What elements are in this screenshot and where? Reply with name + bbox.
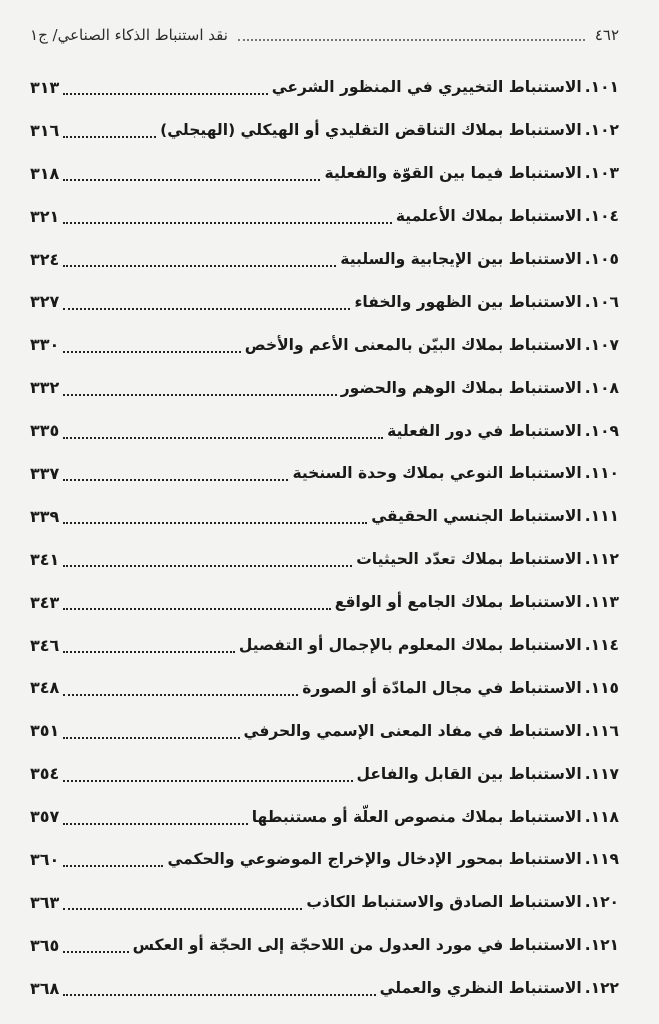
toc-entry-separator: . (584, 335, 591, 354)
toc-dot-leader (63, 265, 336, 267)
toc-dot-leader (63, 565, 352, 567)
toc-entry (30, 109, 619, 152)
toc-entry-number: ١١٥ (590, 678, 619, 697)
toc-entry-separator: . (584, 507, 591, 526)
running-header (30, 22, 619, 48)
toc-dot-leader (63, 823, 247, 825)
toc-entry-title: الاستنباط الصادق والاستنباط الكاذب (306, 893, 582, 912)
toc-entry (30, 624, 619, 667)
toc-dot-leader (63, 351, 241, 353)
toc-dot-leader (63, 780, 352, 782)
toc-entry-page: ٣٤١ (30, 549, 60, 569)
toc-entry-title: الاستنباط النوعي بملاك وحدة السنخية (292, 464, 582, 483)
toc-entry (30, 280, 619, 323)
toc-entry-separator: . (584, 292, 591, 311)
toc-dot-leader (63, 651, 235, 653)
toc-entry-page: ٣٦٥ (30, 935, 60, 955)
toc-dot-leader (63, 608, 330, 610)
toc-entry-number: ١٠٨ (590, 378, 619, 397)
toc-entry-page: ٣٦٠ (30, 849, 60, 869)
toc-entry-separator: . (584, 207, 591, 226)
toc-entry-separator: . (584, 936, 591, 955)
toc-dot-leader (63, 93, 267, 95)
toc-entry-title: الاستنباط بين القابل والفاعل (356, 764, 582, 783)
toc-entry-separator: . (584, 678, 591, 697)
toc-entry-number: ١١٢ (590, 550, 619, 569)
toc-entry-number: ١٠١ (590, 78, 619, 97)
toc-entry-page: ٣٣٠ (30, 335, 60, 355)
toc-entry-title: الاستنباط التخييري في المنظور الشرعي (271, 78, 582, 97)
toc-entry-number: ١٢٢ (590, 979, 619, 998)
toc-entry-title: الاستنباط في مجال المادّة أو الصورة (302, 678, 582, 697)
toc-entry-separator: . (584, 807, 591, 826)
toc-entry-number: ١١٠ (590, 464, 619, 483)
toc-dot-leader (63, 479, 288, 481)
toc-entry-number: ١١٩ (590, 850, 619, 869)
toc-entry-title: الاستنباط في مورد العدول من اللاحجّة إلى الحجّة أو العكس (132, 936, 582, 955)
toc-entry-title: الاستنباط بمحور الإدخال والإخراج الموضوعي والحكمي (167, 850, 582, 869)
toc-entry (30, 709, 619, 752)
toc-dot-leader (63, 908, 302, 910)
toc-entry-title: الاستنباط بملاك الأعلمية (395, 207, 582, 226)
table-of-contents (30, 66, 619, 1010)
toc-entry-page: ٣٤٣ (30, 592, 60, 612)
toc-entry-separator: . (584, 550, 591, 569)
toc-entry-page: ٣٢٧ (30, 292, 60, 312)
toc-entry (30, 924, 619, 967)
toc-entry-title: الاستنباط في مفاد المعنى الإسمي والحرفي (243, 721, 582, 740)
toc-entry (30, 967, 619, 1010)
toc-dot-leader (63, 994, 375, 996)
toc-dot-leader (63, 865, 163, 867)
toc-entry-number: ١١٤ (590, 636, 619, 655)
toc-dot-leader (63, 394, 336, 396)
header-page-number: ٤٦٢ (594, 26, 619, 44)
toc-entry-separator: . (584, 78, 591, 97)
toc-entry (30, 795, 619, 838)
toc-entry (30, 881, 619, 924)
toc-entry-separator: . (584, 893, 591, 912)
toc-entry-page: ٣٤٦ (30, 635, 60, 655)
toc-entry (30, 495, 619, 538)
toc-entry-page: ٣٣٧ (30, 463, 60, 483)
toc-entry-number: ١٠٢ (590, 121, 619, 140)
toc-entry-separator: . (584, 250, 591, 268)
toc-entry-page: ٣٦٨ (30, 978, 60, 998)
toc-entry-number: ١٠٤ (590, 207, 619, 226)
toc-dot-leader (63, 951, 128, 953)
toc-entry-number: ١١٨ (590, 807, 619, 826)
toc-entry-page: ٣١٣ (30, 77, 60, 97)
toc-entry-number: ١١١ (590, 507, 619, 526)
header-running-title: نقد استنباط الذكاء الصناعي/ ج١ (30, 26, 228, 44)
toc-entry-number: ١٠٦ (590, 292, 619, 311)
toc-entry-number: ١٢٠ (590, 893, 619, 912)
toc-entry-page: ٣٣٩ (30, 506, 60, 526)
toc-entry-number: ١٠٩ (590, 421, 619, 440)
toc-entry-title: الاستنباط بملاك المعلوم بالإجمال أو التفصيل (238, 636, 582, 655)
toc-entry (30, 752, 619, 795)
toc-entry-title: الاستنباط بين الإيجابية والسلبية (340, 250, 582, 268)
toc-dot-leader (63, 437, 383, 439)
toc-entry-title: الاستنباط بملاك الوهم والحضور (340, 378, 582, 397)
toc-entry-separator: . (584, 636, 591, 655)
toc-entry-separator: . (584, 378, 591, 397)
toc-entry-page: ٣٥٤ (30, 764, 60, 784)
toc-entry-title: الاستنباط الجنسي الحقيقي (371, 507, 582, 526)
toc-entry-number: ١٠٥ (590, 250, 619, 268)
toc-entry (30, 323, 619, 366)
toc-entry-separator: . (584, 979, 591, 998)
toc-entry-number: ١٠٧ (590, 335, 619, 354)
toc-entry (30, 66, 619, 109)
toc-entry (30, 366, 619, 409)
toc-entry-number: ١١٦ (590, 721, 619, 740)
toc-entry-title: الاستنباط النظري والعملي (379, 979, 582, 998)
toc-dot-leader (63, 222, 392, 224)
toc-dot-leader (63, 308, 350, 310)
toc-entry-title: الاستنباط في دور الفعلية (387, 421, 582, 440)
toc-entry-page: ٣٣٥ (30, 421, 60, 441)
toc-entry-separator: . (584, 850, 591, 869)
toc-entry-title: الاستنباط فيما بين القوّة والفعلية (324, 164, 582, 183)
toc-entry-page: ٣٦٣ (30, 892, 60, 912)
toc-dot-leader (63, 737, 239, 739)
toc-entry-number: ١٢١ (590, 936, 619, 955)
toc-entry-page: ٣٢٤ (30, 249, 60, 269)
toc-dot-leader (63, 179, 320, 181)
toc-entry-page: ٣١٨ (30, 163, 60, 183)
toc-entry-title: الاستنباط بملاك التناقض التقليدي أو الهيكلي (الهيجلي) (160, 121, 582, 140)
toc-entry-separator: . (584, 421, 591, 440)
toc-entry-separator: . (584, 464, 591, 483)
toc-entry-title: الاستنباط بين الظهور والخفاء (354, 292, 582, 311)
toc-entry-title: الاستنباط بملاك منصوص العلّة أو مستنبطها (251, 807, 582, 826)
toc-entry (30, 666, 619, 709)
toc-dot-leader (63, 522, 367, 524)
toc-entry-page: ٣٥٧ (30, 807, 60, 827)
toc-entry-page: ٣٢١ (30, 206, 60, 226)
toc-entry (30, 409, 619, 452)
toc-entry-separator: . (584, 721, 591, 740)
toc-entry (30, 581, 619, 624)
toc-entry (30, 452, 619, 495)
toc-entry-page: ٣٣٢ (30, 378, 60, 398)
toc-entry-separator: . (584, 164, 591, 183)
toc-entry-separator: . (584, 121, 591, 140)
toc-entry-page: ٣٥١ (30, 721, 60, 741)
toc-entry-title: الاستنباط بملاك البيّن بالمعنى الأعم والأخص (244, 335, 582, 354)
toc-entry-separator: . (584, 593, 591, 612)
toc-dot-leader (63, 694, 298, 696)
toc-entry-title: الاستنباط بملاك الجامع أو الواقع (334, 593, 582, 612)
toc-entry-number: ١١٣ (590, 593, 619, 612)
toc-entry (30, 195, 619, 238)
toc-entry-number: ١٠٣ (590, 164, 619, 183)
toc-entry (30, 538, 619, 581)
toc-dot-leader (63, 136, 156, 138)
toc-entry (30, 838, 619, 881)
toc-entry-number: ١١٧ (590, 764, 619, 783)
toc-entry-separator: . (584, 764, 591, 783)
header-dot-leader (238, 39, 585, 41)
toc-entry-page: ٣٤٨ (30, 678, 60, 698)
toc-entry (30, 152, 619, 195)
toc-entry-page: ٣١٦ (30, 120, 60, 140)
toc-entry (30, 238, 619, 281)
toc-entry-title: الاستنباط بملاك تعدّد الحيثيات (356, 550, 582, 569)
